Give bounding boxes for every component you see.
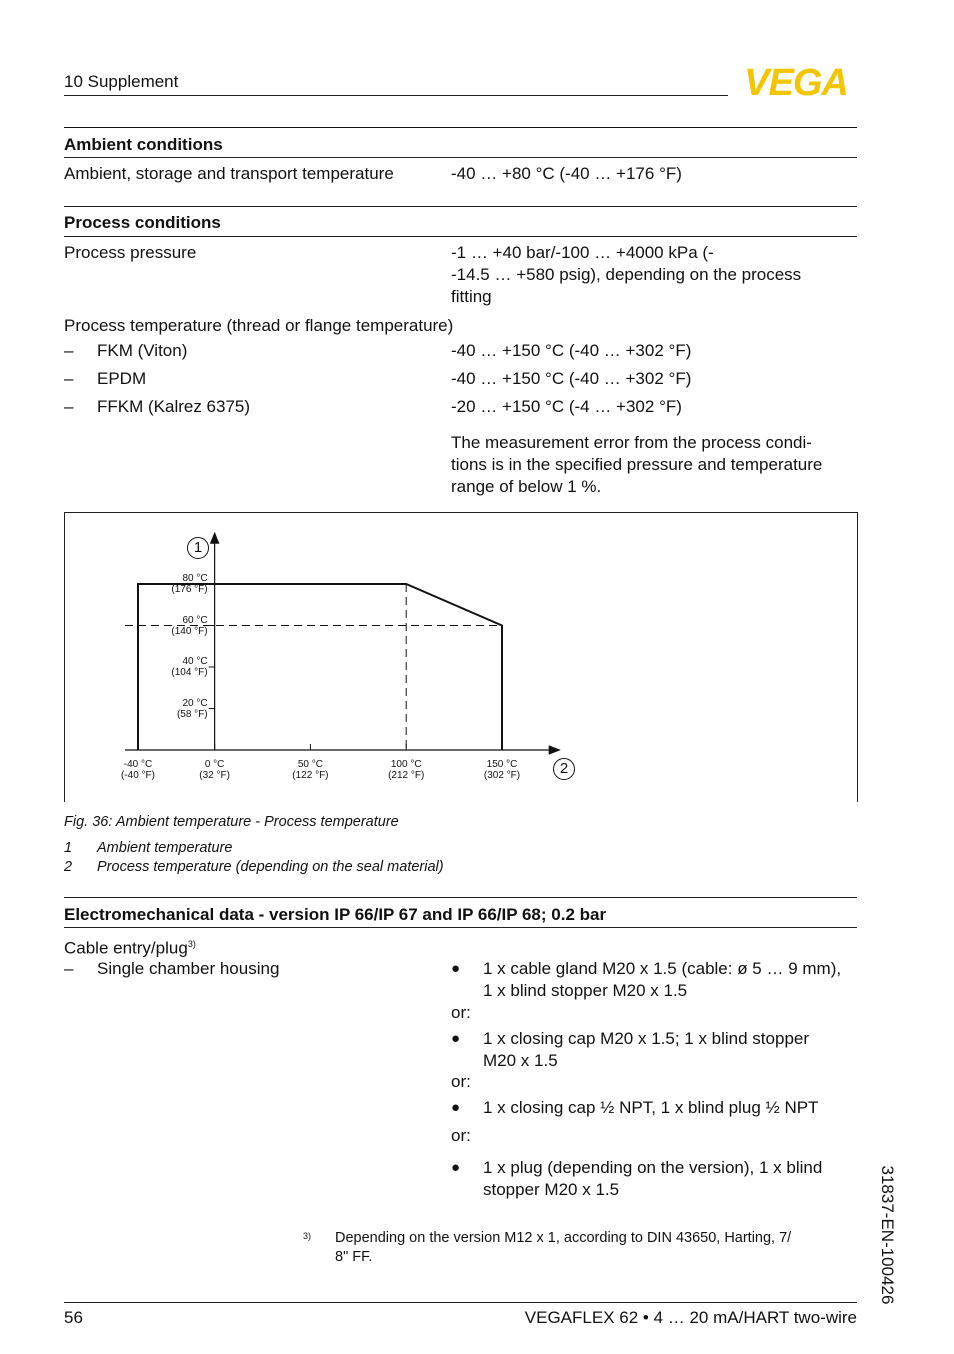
seal-value: -40 … +150 °C (-40 … +302 °F) [451, 369, 692, 388]
header-rule [64, 95, 728, 96]
process-heading: Process conditions [64, 213, 221, 232]
seal-label: EPDM [97, 369, 147, 388]
document-code: 31837-EN-100426 [878, 1165, 897, 1305]
option-item: 1 x closing cap ½ NPT, 1 x blind plug ½ NPT [483, 1098, 819, 1117]
product-name: VEGAFLEX 62 • 4 … 20 mA/HART two-wire [524, 1308, 857, 1327]
bullet-icon: ● [451, 1099, 461, 1116]
housing-label: Single chamber housing [97, 959, 280, 978]
svg-text:VEGA: VEGA [744, 64, 848, 98]
option-item: 1 x closing cap M20 x 1.5; 1 x blind stopper M20 x 1.5 [483, 1029, 810, 1070]
section-heading: 10 Supplement [64, 72, 179, 91]
x-tick-label: -40 °C (-40 °F) [121, 759, 155, 781]
divider [64, 236, 857, 237]
footnote-ref: 3) [187, 939, 196, 949]
x-tick-label: 100 °C (212 °F) [388, 759, 425, 781]
legend-text: Process temperature (depending on the seal material) [97, 859, 444, 875]
seal-label: FKM (Viton) [97, 341, 188, 360]
option-item: 1 x cable gland M20 x 1.5 (cable: ø 5 … 9 mm), 1 x blind stopper M20 x 1.5 [483, 959, 842, 1000]
electro-heading: Electromechanical data - version IP 66/IP 67 and IP 66/IP 68; 0.2 bar [64, 905, 607, 924]
x-tick-label: 50 °C (122 °F) [292, 759, 329, 781]
vega-logo [734, 64, 858, 98]
ambient-value: -40 … +80 °C (-40 … +176 °F) [451, 164, 682, 183]
legend-num: 2 [64, 859, 73, 875]
ambient-heading: Ambient conditions [64, 135, 223, 154]
seal-value: -40 … +150 °C (-40 … +302 °F) [451, 341, 692, 360]
or-text: or: [451, 1126, 471, 1145]
divider [64, 897, 857, 898]
seal-label: FFKM (Kalrez 6375) [97, 397, 251, 416]
figure-caption: Fig. 36: Ambient temperature - Process temperature [64, 814, 399, 830]
bullet-icon: ● [451, 1159, 461, 1176]
bullet-icon: ● [451, 1030, 461, 1047]
or-text: or: [451, 1003, 471, 1022]
footer-rule [64, 1302, 857, 1303]
footnote-num: 3) [303, 1231, 312, 1241]
seal-dash: – [64, 341, 74, 360]
divider [64, 927, 857, 928]
or-text: or: [451, 1072, 471, 1091]
seal-value: -20 … +150 °C (-4 … +302 °F) [451, 397, 682, 416]
bullet-icon: ● [451, 960, 461, 977]
x-tick-label: 150 °C (302 °F) [483, 759, 521, 781]
seal-dash: – [64, 369, 74, 388]
page-number: 56 [64, 1308, 83, 1327]
seal-dash: – [64, 397, 74, 416]
legend-text: Ambient temperature [97, 840, 233, 856]
x-tick-label: 0 °C (32 °F) [199, 759, 230, 781]
y-tick-label: 80 °C (176 °F) [171, 573, 208, 595]
measurement-note: The measurement error from the process condi- tions is in the specified pressure and temperature range of below 1 %. [451, 433, 823, 496]
divider [64, 127, 857, 128]
y-tick-label: 40 °C (104 °F) [171, 656, 208, 678]
y-tick-label: 20 °C (58 °F) [176, 697, 208, 720]
footnote-text: Depending on the version M12 x 1, according to DIN 43650, Harting, 7/ 8" FF. [335, 1230, 792, 1265]
legend-num: 1 [64, 840, 73, 856]
option-item: 1 x plug (depending on the version), 1 x blind stopper M20 x 1.5 [483, 1158, 823, 1199]
divider [64, 157, 857, 158]
figure-frame [64, 512, 858, 802]
housing-dash: – [64, 959, 74, 978]
y-tick-label: 60 °C (140 °F) [171, 614, 208, 637]
process-temp-label: Process temperature (thread or flange temperature) [64, 316, 454, 335]
pressure-label: Process pressure [64, 243, 197, 262]
marker-ambient: 1 [187, 537, 209, 559]
cable-entry-label: Cable entry/plug$^{3)}$ [64, 938, 196, 958]
pressure-value: -1 … +40 bar/-100 … +4000 kPa (- -14.5 … +580 psig), depending on the process fitting [451, 243, 802, 306]
ambient-label: Ambient, storage and transport temperature [64, 164, 394, 183]
marker-process: 2 [553, 758, 575, 780]
divider [64, 206, 857, 207]
